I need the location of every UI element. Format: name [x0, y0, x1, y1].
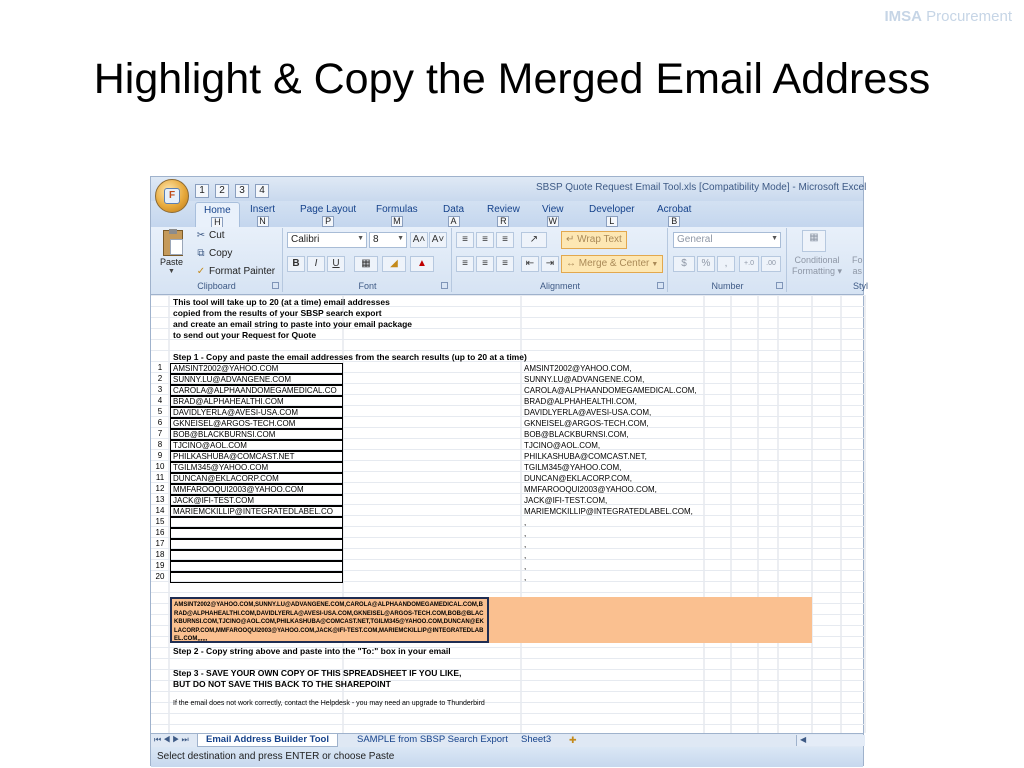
- worksheet-grid[interactable]: [151, 295, 863, 733]
- alignment-group-label: Alignment: [539, 281, 581, 291]
- underline-button[interactable]: U: [327, 256, 345, 272]
- row-number: 19: [155, 561, 165, 570]
- email-output-cell[interactable]: ,: [524, 562, 527, 571]
- tab-developer[interactable]: Developer L: [589, 204, 635, 226]
- font-group-label: Font: [358, 281, 377, 291]
- email-output-cell[interactable]: BRAD@ALPHAHEALTHI.COM,: [524, 397, 637, 406]
- row-number: 13: [155, 495, 165, 504]
- email-output-cell[interactable]: MMFAROOQUI2003@YAHOO.COM,: [524, 485, 657, 494]
- borders-icon[interactable]: ▦: [354, 256, 378, 272]
- italic-button[interactable]: I: [307, 256, 325, 272]
- decrease-decimal-button[interactable]: .00: [761, 256, 781, 272]
- row-number: 7: [157, 429, 163, 438]
- email-output-cell[interactable]: ,: [524, 573, 527, 582]
- chevron-down-icon: ▼: [357, 235, 364, 242]
- intro-text-line: This tool will take up to 20 (at a time) email addresses: [173, 297, 390, 307]
- email-output-cell[interactable]: AMSINT2002@YAHOO.COM,: [524, 364, 632, 373]
- paintbrush-icon: ✓: [196, 266, 206, 277]
- email-input-cell[interactable]: CAROLA@ALPHAANDOMEGAMEDICAL.CO: [170, 385, 343, 396]
- font-launcher-icon[interactable]: [441, 282, 448, 289]
- font-color-icon[interactable]: ▲: [410, 256, 434, 272]
- email-input-cell[interactable]: DAVIDLYERLA@AVESI-USA.COM: [170, 407, 343, 418]
- number-format-select[interactable]: General ▼: [673, 232, 781, 248]
- office-button[interactable]: [155, 179, 189, 213]
- format-painter-button[interactable]: ✓ Format Painter: [196, 266, 276, 277]
- step2-instruction: Step 2 - Copy string above and paste into the "To:" box in your email: [173, 646, 451, 656]
- number-group: [669, 228, 787, 292]
- row-number: 1: [157, 363, 163, 372]
- row-number: 17: [155, 539, 165, 548]
- tab-review[interactable]: Review R: [487, 204, 520, 226]
- email-input-cell[interactable]: MMFAROOQUI2003@YAHOO.COM: [170, 484, 343, 495]
- intro-text-line: copied from the results of your SBSP search export: [173, 308, 382, 318]
- sheet-nav-icon[interactable]: ⏮◀▶⏭: [154, 735, 191, 744]
- email-output-cell[interactable]: DAVIDLYERLA@AVESI-USA.COM,: [524, 408, 652, 417]
- tab-formulas[interactable]: Formulas M: [376, 204, 418, 226]
- alignment-group: [453, 228, 668, 292]
- intro-text-line: to send out your Request for Quote: [173, 330, 317, 340]
- email-output-cell[interactable]: PHILKASHUBA@COMCAST.NET,: [524, 452, 647, 461]
- horizontal-scrollbar[interactable]: ◀: [796, 735, 865, 746]
- row-number: 10: [155, 462, 165, 471]
- align-bottom-icon[interactable]: ≡: [496, 232, 514, 248]
- highlighted-fill: [489, 597, 812, 643]
- align-top-icon[interactable]: ≡: [456, 232, 474, 248]
- increase-indent-icon[interactable]: ⇥: [541, 256, 559, 272]
- font-name-select[interactable]: Calibri ▼: [287, 232, 367, 248]
- email-output-cell[interactable]: CAROLA@ALPHAANDOMEGAMEDICAL.COM,: [524, 386, 697, 395]
- sheet-tab-bar: [151, 733, 863, 747]
- slide-title: Highlight & Copy the Merged Email Address: [93, 55, 931, 103]
- insert-sheet-icon[interactable]: ✚: [569, 735, 577, 745]
- wrap-text-icon: ↵: [566, 234, 578, 245]
- qat-save-button[interactable]: 1: [195, 184, 209, 198]
- email-output-cell[interactable]: BOB@BLACKBURNSI.COM,: [524, 430, 629, 439]
- qat-redo-button[interactable]: 3: [235, 184, 249, 198]
- orientation-icon[interactable]: ↗: [521, 232, 547, 248]
- email-output-cell[interactable]: ,: [524, 529, 527, 538]
- step3-instruction: Step 3 - SAVE YOUR OWN COPY OF THIS SPREADSHEET IF YOU LIKE,: [173, 668, 462, 678]
- styles-group-label: Styl: [852, 281, 868, 291]
- clipboard-group-label: Clipboard: [197, 281, 236, 291]
- shrink-font-button[interactable]: A˅: [429, 232, 447, 248]
- merge-icon: ↔: [566, 258, 579, 269]
- email-output-cell[interactable]: JACK@IFI-TEST.COM,: [524, 496, 608, 505]
- office-button-keytip: F: [164, 188, 180, 204]
- row-number: 5: [157, 407, 163, 416]
- chevron-down-icon: ▼: [397, 235, 404, 242]
- email-input-cell[interactable]: JACK@IFI-TEST.COM: [170, 495, 343, 506]
- decrease-indent-icon[interactable]: ⇤: [521, 256, 539, 272]
- tab-insert[interactable]: Insert N: [250, 204, 276, 226]
- sheet-tab-sheet3[interactable]: Sheet3: [521, 734, 552, 745]
- currency-button[interactable]: $: [673, 256, 695, 272]
- email-output-cell[interactable]: ,: [524, 518, 527, 527]
- comma-button[interactable]: ,: [717, 256, 735, 272]
- font-size-select[interactable]: 8 ▼: [369, 232, 407, 248]
- email-output-cell[interactable]: ,: [524, 551, 527, 560]
- cut-button[interactable]: ✂ Cut: [196, 230, 225, 241]
- window-title: SBSP Quote Request Email Tool.xls [Compatibility Mode] - Microsoft Excel: [536, 182, 867, 193]
- merged-email-cell[interactable]: AMSINT2002@YAHOO.COM,SUNNY.LU@ADVANGENE.COM,CAROLA@ALPHAANDOMEGAMEDICAL.COM,BRAD@ALPHAHEALTHI.COM,DAVIDLYERLA@AVESI-USA.COM,GKNEISEL@ARGOS-TECH.COM,BOB@BLACKBURNSI.COM,TJCINO@AOL.COM,PHILKASHUBA@COMCAST.NET,TGILM345@YAHOO.COM,DUNCAN@EKLACORP.COM,MMFAROOQUI2003@YAHOO.COM,JACK@IFI-TEST.COM,MARIEMCKILLIP@INTEGRATEDLABEL.COM,,,,,,: [170, 597, 489, 643]
- email-input-cell[interactable]: [170, 572, 343, 583]
- row-number: 14: [155, 506, 165, 515]
- row-number: 16: [155, 528, 165, 537]
- email-output-cell[interactable]: MARIEMCKILLIP@INTEGRATEDLABEL.COM,: [524, 507, 693, 516]
- conditional-formatting-button[interactable]: Conditional Formatting ▾: [792, 255, 843, 276]
- copy-button[interactable]: ⧉ Copy: [195, 248, 232, 259]
- row-number: 6: [157, 418, 163, 427]
- bold-button[interactable]: B: [287, 256, 305, 272]
- row-number: 3: [157, 385, 163, 394]
- tab-page-layout[interactable]: Page Layout P: [300, 204, 357, 226]
- copy-icon: ⧉: [197, 248, 205, 259]
- align-middle-icon[interactable]: ≡: [476, 232, 494, 248]
- email-input-cell[interactable]: SUNNY.LU@ADVANGENE.COM: [170, 374, 343, 385]
- email-output-cell[interactable]: SUNNY.LU@ADVANGENE.COM,: [524, 375, 645, 384]
- chevron-down-icon: ▼: [649, 261, 659, 268]
- merge-center-button[interactable]: ↔ Merge & Center ▼: [561, 255, 663, 273]
- wrap-text-button[interactable]: ↵ Wrap Text: [561, 231, 627, 249]
- email-input-cell[interactable]: BRAD@ALPHAHEALTHI.COM: [170, 396, 343, 407]
- brand-label: IMSA Procurement: [884, 8, 1012, 25]
- conditional-formatting-icon[interactable]: ▦: [802, 230, 826, 252]
- row-number: 4: [157, 396, 163, 405]
- align-left-icon[interactable]: ≡: [456, 256, 474, 272]
- step1-instruction: Step 1 - Copy and paste the email addresses from the search results (up to 20 at a time): [173, 352, 527, 362]
- row-number: 2: [157, 374, 163, 383]
- email-output-cell[interactable]: DUNCAN@EKLACORP.COM,: [524, 474, 632, 483]
- email-input-cell[interactable]: TJCINO@AOL.COM: [170, 440, 343, 451]
- clipboard-launcher-icon[interactable]: [272, 282, 279, 289]
- tab-home[interactable]: Home H: [195, 202, 240, 227]
- qat-customize-button[interactable]: 4: [255, 184, 269, 198]
- email-input-cell[interactable]: [170, 561, 343, 572]
- row-number: 11: [155, 473, 165, 482]
- paste-dropdown-icon[interactable]: ▼: [168, 268, 175, 275]
- email-input-cell[interactable]: [170, 550, 343, 561]
- tab-view[interactable]: View W: [542, 204, 564, 226]
- excel-window: [150, 176, 868, 766]
- clipboard-group: [151, 228, 283, 292]
- paste-button[interactable]: Paste: [160, 257, 184, 267]
- qat-undo-button[interactable]: 2: [215, 184, 229, 198]
- email-input-cell[interactable]: GKNEISEL@ARGOS-TECH.COM: [170, 418, 343, 429]
- email-input-cell[interactable]: DUNCAN@EKLACORP.COM: [170, 473, 343, 484]
- increase-decimal-button[interactable]: +.0: [739, 256, 759, 272]
- row-number: 9: [157, 451, 163, 460]
- alignment-launcher-icon[interactable]: [657, 282, 664, 289]
- align-center-icon[interactable]: ≡: [476, 256, 494, 272]
- sheet-tab-sample-export[interactable]: SAMPLE from SBSP Search Export: [357, 734, 508, 745]
- email-input-cell[interactable]: PHILKASHUBA@COMCAST.NET: [170, 451, 343, 462]
- number-launcher-icon[interactable]: [776, 282, 783, 289]
- email-input-cell[interactable]: [170, 517, 343, 528]
- paste-icon[interactable]: [163, 230, 183, 256]
- grow-font-button[interactable]: A˄: [410, 232, 428, 248]
- row-number: 8: [157, 440, 163, 449]
- intro-text-line: and create an email string to paste into your email package: [173, 319, 413, 329]
- format-as-table-button[interactable]: Fo as: [852, 255, 863, 276]
- ribbon: [151, 227, 868, 295]
- email-output-cell[interactable]: TJCINO@AOL.COM,: [524, 441, 601, 450]
- email-output-cell[interactable]: ,: [524, 540, 527, 549]
- quick-access-toolbar: [195, 180, 275, 198]
- email-input-cell[interactable]: [170, 528, 343, 539]
- sheet-tab-email-address-builder[interactable]: Email Address Builder Tool: [197, 734, 338, 747]
- styles-group: [788, 228, 868, 292]
- tab-acrobat[interactable]: Acrobat B: [657, 204, 692, 226]
- email-input-cell[interactable]: MARIEMCKILLIP@INTEGRATEDLABEL.CO: [170, 506, 343, 517]
- email-input-cell[interactable]: TGILM345@YAHOO.COM: [170, 462, 343, 473]
- email-output-cell[interactable]: GKNEISEL@ARGOS-TECH.COM,: [524, 419, 649, 428]
- row-number: 12: [155, 484, 165, 493]
- row-number: 18: [155, 550, 165, 559]
- scissors-icon: ✂: [196, 230, 206, 241]
- email-input-cell[interactable]: BOB@BLACKBURNSI.COM: [170, 429, 343, 440]
- step3-warning: BUT DO NOT SAVE THIS BACK TO THE SHAREPOINT: [173, 679, 391, 689]
- row-number: 20: [155, 572, 165, 581]
- email-input-cell[interactable]: [170, 539, 343, 550]
- row-number: 15: [155, 517, 165, 526]
- font-group: [284, 228, 452, 292]
- align-right-icon[interactable]: ≡: [496, 256, 514, 272]
- status-bar: Select destination and press ENTER or choose Paste: [151, 747, 863, 767]
- percent-button[interactable]: %: [697, 256, 715, 272]
- email-input-cell[interactable]: AMSINT2002@YAHOO.COM: [170, 363, 343, 374]
- fill-color-icon[interactable]: ◢: [382, 256, 406, 272]
- helpdesk-note: If the email does not work correctly, contact the Helpdesk - you may need an upgrade to Thunderbird: [173, 700, 485, 707]
- tab-data[interactable]: Data A: [443, 204, 465, 226]
- number-group-label: Number: [711, 281, 744, 291]
- chevron-down-icon: ▼: [771, 235, 778, 242]
- email-output-cell[interactable]: TGILM345@YAHOO.COM,: [524, 463, 622, 472]
- ribbon-tab-row: [151, 201, 863, 227]
- title-bar: [151, 177, 867, 201]
